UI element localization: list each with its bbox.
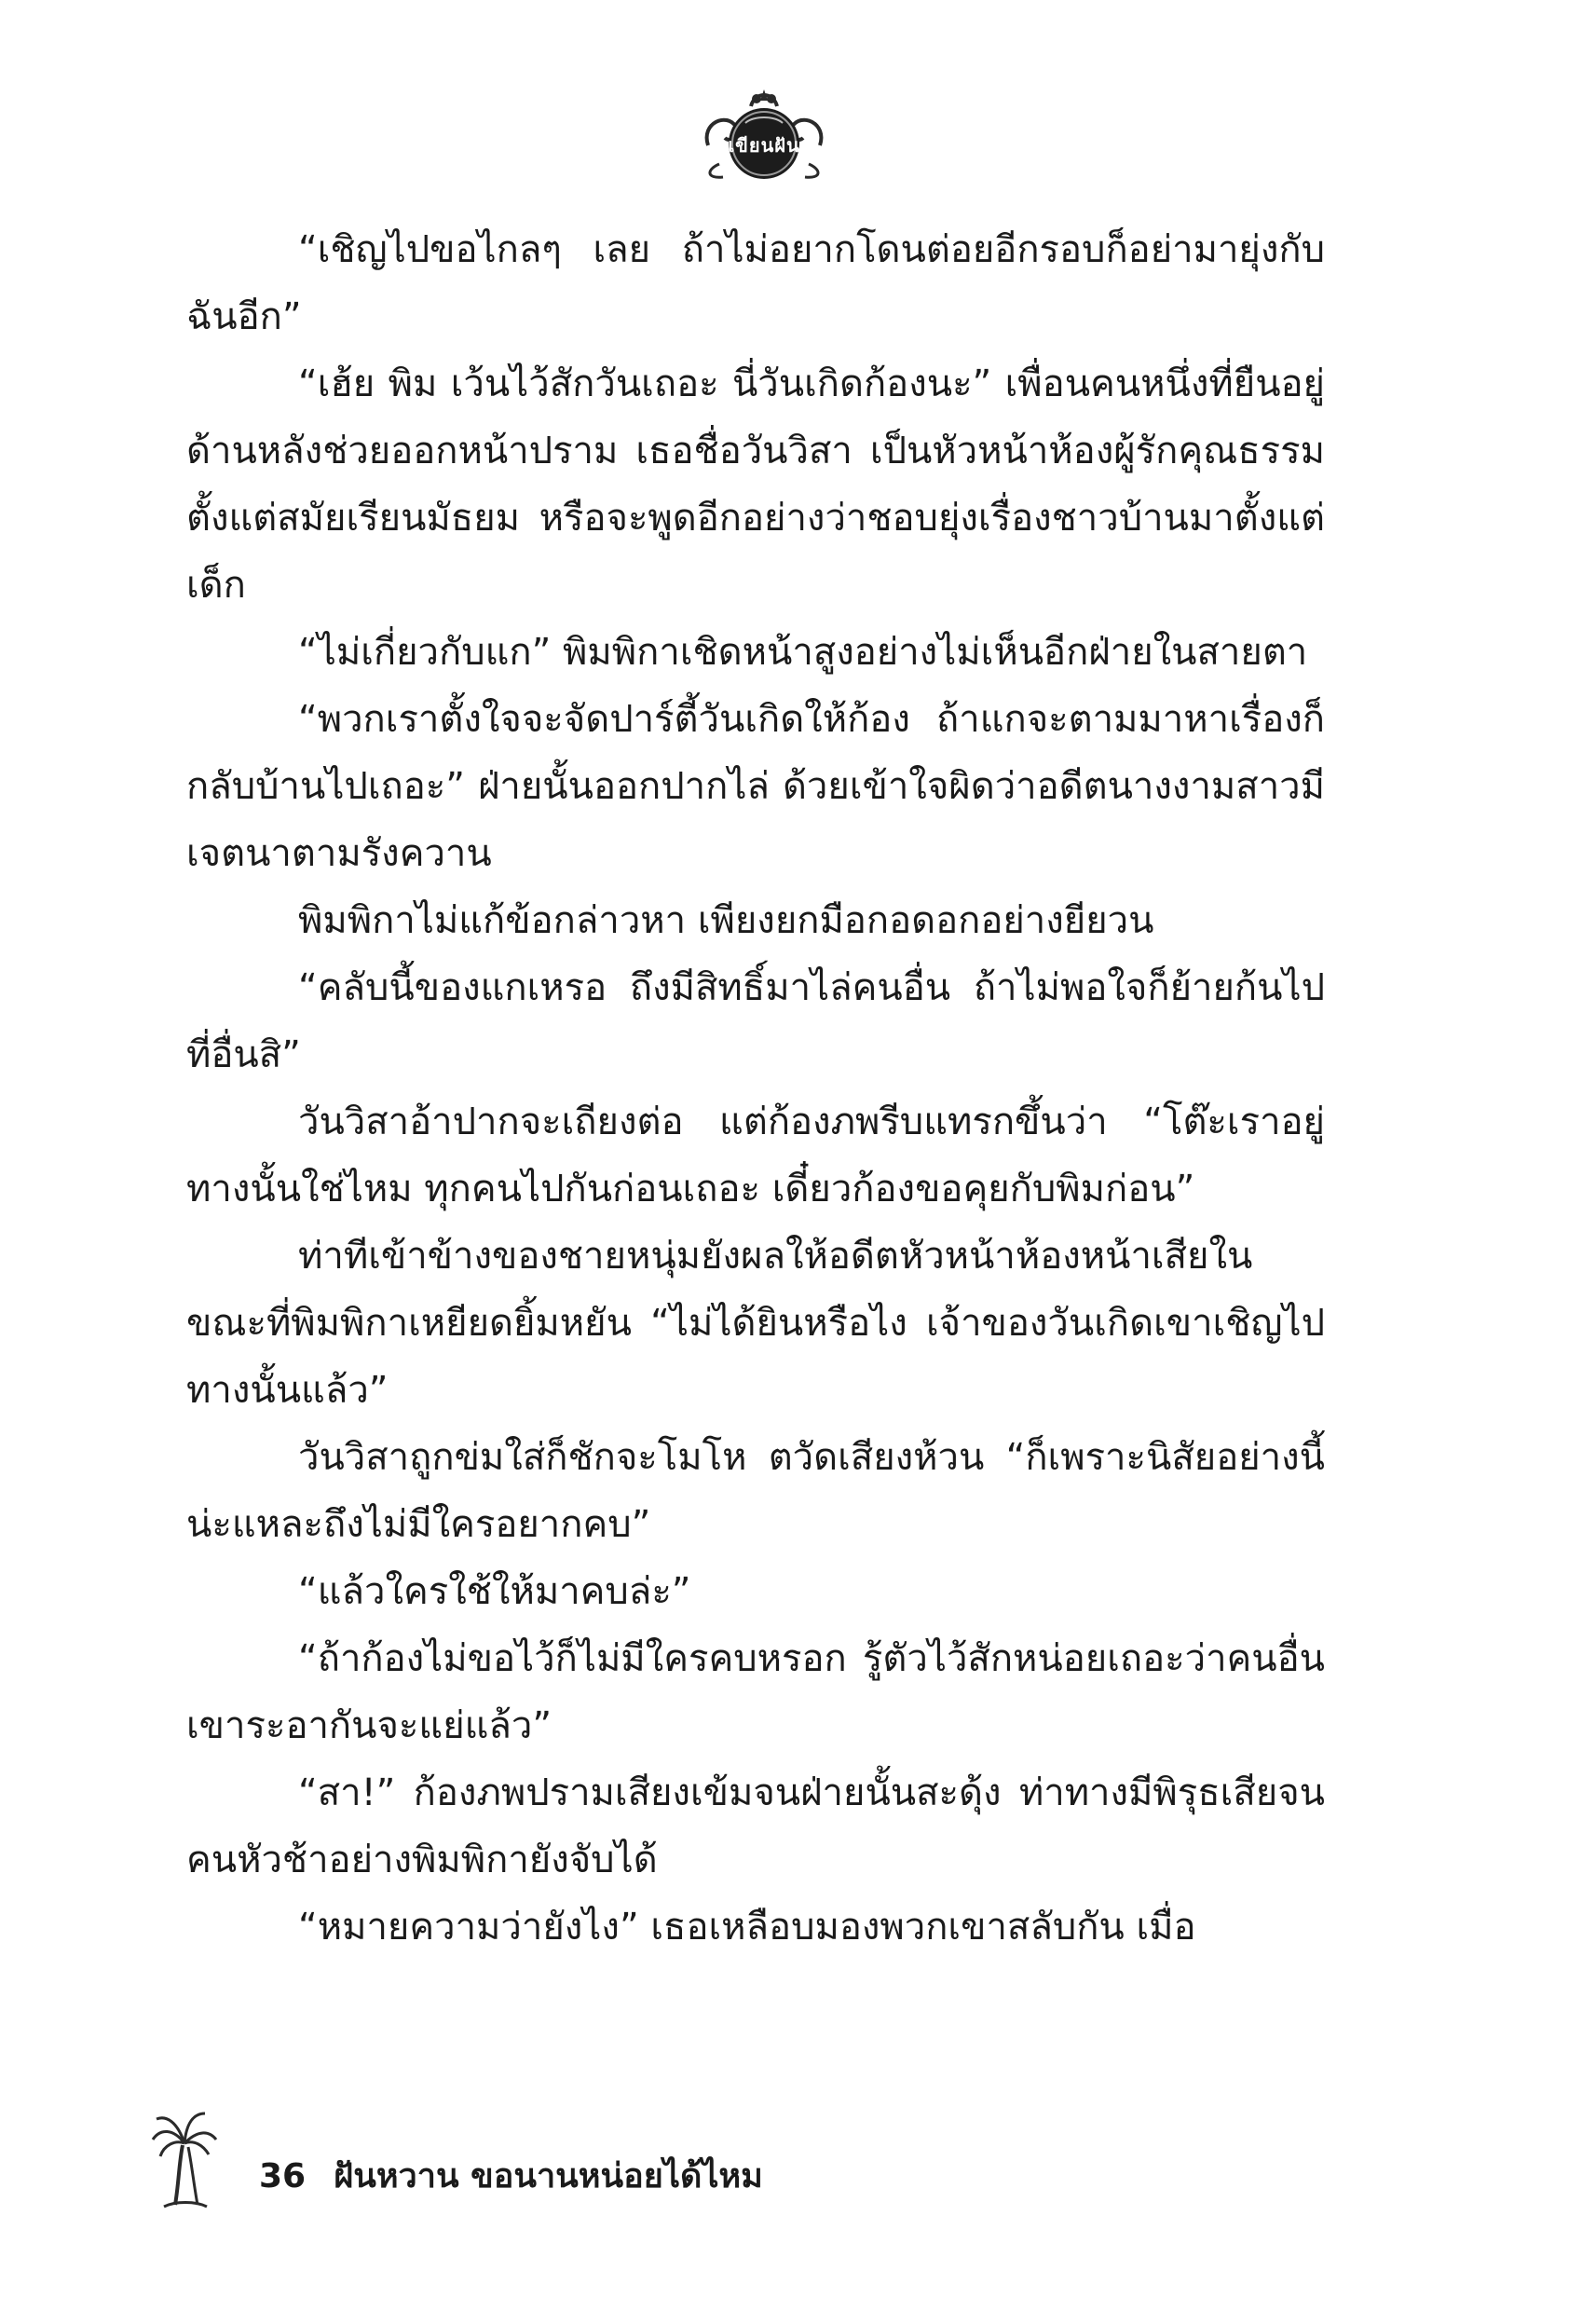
paragraph: “เฮ้ย พิม เว้นไว้สักวันเถอะ นี่วันเกิดก้องนะ” เพื่อนคนหนึ่งที่ยืนอยู่ด้านหลังช่วยออกหน้าปราม เธอชื่อวันวิสา เป็นหัวหน้าห้องผู้รักคุณธรรมตั้งแต่สมัยเรียนมัธยม หรือจะพูดอีกอย่างว่าชอบยุ่งเรื่องชาวบ้านมาตั้งแต่เด็ก bbox=[186, 362, 1325, 607]
page-footer bbox=[259, 2154, 763, 2199]
paragraph: วันวิสาถูกข่มใส่ก็ชักจะโมโห ตวัดเสียงห้วน “ก็เพราะนิสัยอย่างนี้น่ะแหละถึงไม่มีใครอยากคบ” bbox=[186, 1436, 1325, 1546]
paragraph: “หมายความว่ายังไง” เธอเหลือบมองพวกเขาสลับกัน เมื่อ bbox=[298, 1906, 1196, 1949]
paragraph: พิมพิกาไม่แก้ข้อกล่าวหา เพียงยกมือกอดอกอย่างยียวน bbox=[298, 899, 1154, 942]
paragraph: “คลับนี้ของแกเหรอ ถึงมีสิทธิ์มาไล่คนอื่น ถ้าไม่พอใจก็ย้ายก้นไปที่อื่นสิ” bbox=[186, 966, 1325, 1076]
emblem-text: เขียนฝัน bbox=[728, 134, 800, 157]
paragraph: ท่าทีเข้าข้างของชายหนุ่มยังผลให้อดีตหัวหน้าห้องหน้าเสียในขณะที่พิมพิกาเหยียดยิ้มหยัน “ไม่ได้ยินหรือไง เจ้าของวันเกิดเขาเชิญไปทางนั้นแล้ว” bbox=[186, 1235, 1325, 1412]
paragraph: “สา!” ก้องภพปรามเสียงเข้มจนฝ่ายนั้นสะดุ้ง ท่าทางมีพิรุธเสียจนคนหัวช้าอย่างพิมพิกายังจับได้ bbox=[186, 1771, 1325, 1881]
palm-tree-icon bbox=[151, 2108, 218, 2210]
paragraph: “พวกเราตั้งใจจะจัดปาร์ตี้วันเกิดให้ก้อง ถ้าแกจะตามมาหาเรื่องก็กลับบ้านไปเถอะ” ฝ่ายนั้นออกปากไล่ ด้วยเข้าใจผิดว่าอดีตนางงามสาวมีเจตนาตามรังควาน bbox=[186, 698, 1325, 875]
body-text bbox=[186, 216, 1325, 1961]
paragraph: วันวิสาอ้าปากจะเถียงต่อ แต่ก้องภพรีบแทรกขึ้นว่า “โต๊ะเราอยู่ทางนั้นใช่ไหม ทุกคนไปกันก่อนเถอะ เดี๋ยวก้องขอคุยกับพิมก่อน” bbox=[186, 1101, 1325, 1210]
page-number: 36 bbox=[259, 2157, 307, 2195]
paragraph: “ไม่เกี่ยวกับแก” พิมพิกาเชิดหน้าสูงอย่างไม่เห็นอีกฝ่ายในสายตา bbox=[298, 631, 1308, 674]
paragraph: “ถ้าก้องไม่ขอไว้ก็ไม่มีใครคบหรอก รู้ตัวไว้สักหน่อยเถอะว่าคนอื่นเขาระอากันจะแย่แล้ว” bbox=[186, 1637, 1325, 1747]
paragraph: “แล้วใครใช้ให้มาคบล่ะ” bbox=[298, 1570, 691, 1613]
book-title: ฝันหวาน ขอนานหน่อยได้ไหม bbox=[334, 2157, 763, 2195]
paragraph: “เชิญไปขอไกลๆ เลย ถ้าไม่อยากโดนต่อยอีกรอบก็อย่ามายุ่งกับฉันอีก” bbox=[186, 228, 1325, 338]
